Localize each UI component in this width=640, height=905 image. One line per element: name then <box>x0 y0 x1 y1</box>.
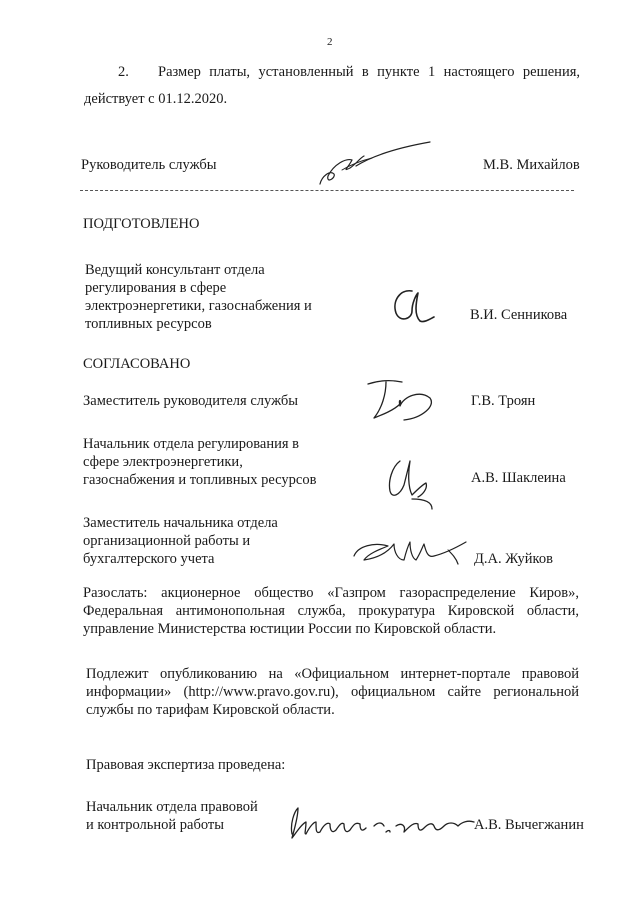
item-text-line-1: Размер платы, установленный в пункте 1 настоящего решения, <box>158 64 580 80</box>
agreed-heading: СОГЛАСОВАНО <box>83 356 191 372</box>
head-signature <box>312 140 440 190</box>
signer-3-signature <box>348 536 472 568</box>
prepared-heading: ПОДГОТОВЛЕНО <box>83 216 200 232</box>
prepared-name: В.И. Сенникова <box>470 307 568 323</box>
signer-2-line-1: Начальник отдела регулирования в <box>83 436 300 452</box>
signer-2-line-2: сфере электроэнергетики, <box>83 454 243 470</box>
signer-1-name: Г.В. Троян <box>471 393 536 409</box>
signer-3-line-2: организационной работы и <box>83 533 251 549</box>
legal-head-line-2: и контрольной работы <box>86 817 224 833</box>
signer-2-name: А.В. Шаклеина <box>471 470 566 486</box>
page-number: 2 <box>327 36 333 48</box>
prepared-signature <box>388 285 436 327</box>
divider-line <box>80 190 574 191</box>
distribution-line-3: управление Министерства юстиции России по Кировской области. <box>83 621 497 637</box>
item-number: 2. <box>118 64 129 80</box>
prepared-line-1: Ведущий консультант отдела <box>85 262 265 278</box>
legal-head-signature <box>282 804 478 844</box>
legal-head-name: А.В. Вычегжанин <box>474 817 584 833</box>
legal-review-label: Правовая экспертиза проведена: <box>86 757 286 773</box>
signer-3-line-1: Заместитель начальника отдела <box>83 515 278 531</box>
prepared-line-4: топливных ресурсов <box>85 316 212 332</box>
publication-line-3: службы по тарифам Кировской области. <box>86 702 335 718</box>
prepared-line-2: регулирования в сфере <box>85 280 227 296</box>
distribution-line-1: Разослать: акционерное общество «Газпром газораспределение Киров», <box>83 585 579 601</box>
signer-1-signature <box>364 376 440 424</box>
head-name: М.В. Михайлов <box>483 157 580 173</box>
signer-2-line-3: газоснабжения и топливных ресурсов <box>83 472 317 488</box>
signer-1-title: Заместитель руководителя службы <box>83 393 299 409</box>
prepared-line-3: электроэнергетики, газоснабжения и <box>85 298 312 314</box>
signer-2-signature <box>382 455 440 515</box>
signer-3-line-3: бухгалтерского учета <box>83 551 215 567</box>
legal-head-line-1: Начальник отдела правовой <box>86 799 258 815</box>
signer-3-name: Д.А. Жуйков <box>474 551 553 567</box>
item-text-line-2: действует с 01.12.2020. <box>84 91 228 107</box>
head-title: Руководитель службы <box>81 157 217 173</box>
publication-line-1: Подлежит опубликованию на «Официальном интернет-портале правовой <box>86 666 579 682</box>
distribution-line-2: Федеральная антимонопольная служба, прокуратура Кировской области, <box>83 603 579 619</box>
publication-line-2: информации» (http://www.pravo.gov.ru), официальном сайте региональной <box>86 684 579 700</box>
